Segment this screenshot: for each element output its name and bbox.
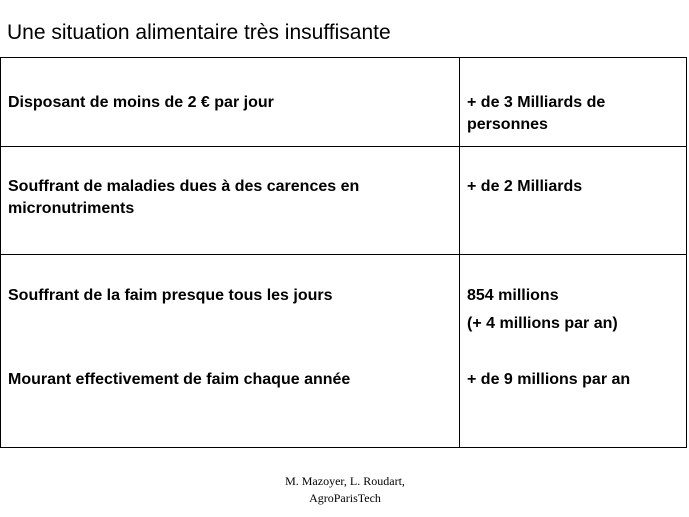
row-1-label: Disposant de moins de 2 € par jour [8, 94, 274, 111]
credit-line2: AgroParisTech [309, 491, 381, 505]
row-divider-2 [1, 254, 686, 255]
page-title: Une situation alimentaire très insuffisante [7, 21, 391, 44]
row-2-label [8, 176, 448, 220]
row-1-value-line2: personnes [467, 116, 548, 133]
row-4-label: Mourant effectivement de faim chaque année [8, 371, 351, 388]
column-divider [459, 58, 460, 447]
row-3-label: Souffrant de la faim presque tous les jours [8, 287, 333, 304]
credit-line1: M. Mazoyer, L. Roudart, [285, 474, 405, 488]
row-3-value [467, 285, 682, 335]
row-2-label-line1: Souffrant de maladies dues à des carences en [8, 178, 360, 195]
data-table [0, 57, 687, 448]
row-2-value: + de 2 Milliards [467, 178, 583, 195]
row-3-value-line2: (+ 4 millions par an) [467, 315, 618, 332]
credit-text [200, 473, 490, 507]
row-3-value-line1: 854 millions [467, 287, 559, 304]
row-2-label-line2: micronutriments [8, 200, 135, 217]
row-divider-1 [1, 146, 686, 147]
row-1-value-line1: + de 3 Milliards de [467, 94, 606, 111]
row-4-value: + de 9 millions par an [467, 371, 631, 388]
row-1-value [467, 92, 682, 136]
